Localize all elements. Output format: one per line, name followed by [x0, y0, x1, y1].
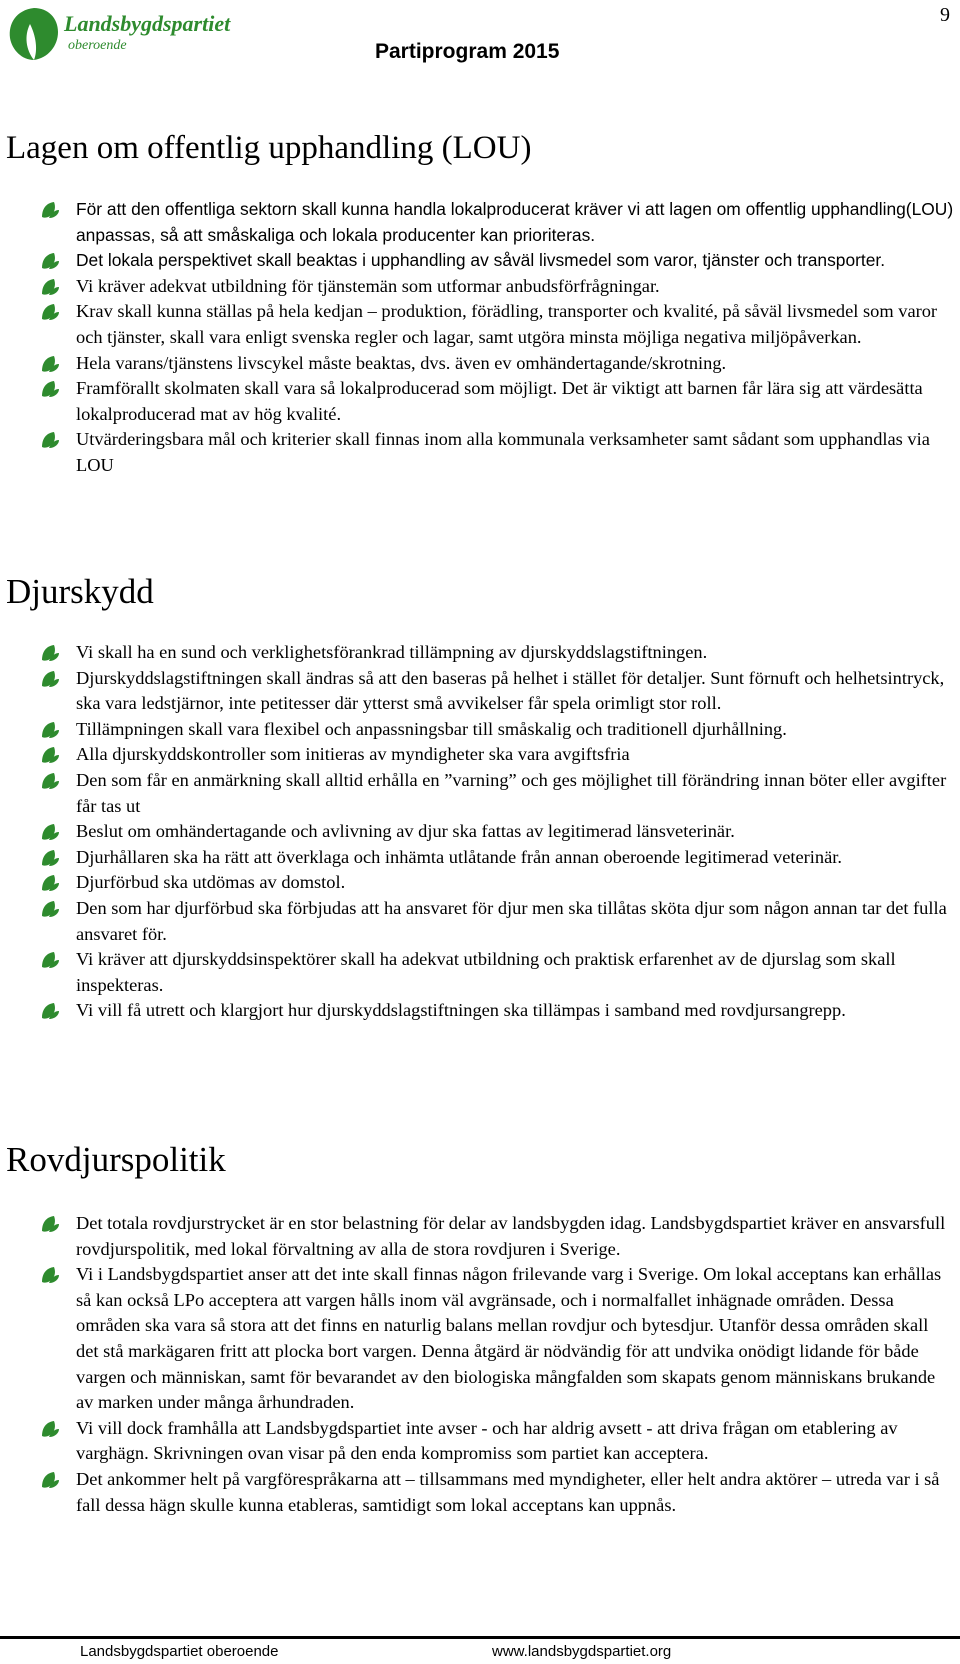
list-item: Framförallt skolmaten skall vara så lokalproducerad som möjligt. Det är viktigt att barnen får lära sig att värdesätta lokalproducerad mat av hög kvalité. — [40, 376, 955, 427]
list-item: Alla djurskyddskontroller som initieras av myndigheter ska vara avgiftsfria — [40, 742, 955, 768]
leaf-bullet-icon — [40, 1471, 60, 1489]
leaf-bullet-icon — [40, 772, 60, 790]
leaf-bullet-icon — [40, 252, 60, 270]
section-heading-djurskydd: Djurskydd — [6, 572, 154, 611]
list-item: Vi kräver adekvat utbildning för tjänstemän som utformar anbudsförfrågningar. — [40, 274, 955, 300]
list-item: Utvärderingsbara mål och kriterier skall finnas inom alla kommunala verksamheter samt sådant som upphandlas via LOU — [40, 427, 955, 478]
document-title: Partiprogram 2015 — [375, 40, 560, 63]
list-item: Djurförbud ska utdömas av domstol. — [40, 870, 955, 896]
leaf-bullet-icon — [40, 951, 60, 969]
leaf-bullet-icon — [40, 1002, 60, 1020]
list-item: Tillämpningen skall vara flexibel och anpassningsbar till småskalig och traditionell djurhållning. — [40, 717, 955, 743]
leaf-bullet-icon — [40, 874, 60, 892]
leaf-bullet-icon — [40, 1420, 60, 1438]
leaf-bullet-icon — [40, 721, 60, 739]
list-item: För att den offentliga sektorn skall kunna handla lokalproducerat kräver vi att lagen om offentlig upphandling(LOU) anpassas, så att småskaliga och lokala producenter kan prioriteras. — [40, 197, 955, 248]
list-item: Djurskyddslagstiftningen skall ändras så att den baseras på helhet i stället för detaljer. Sunt förnuft och helhetsintryck, ska vara ledstjärnor, inte petitesser där ytterst små avvikelser får spela orimligt stor roll. — [40, 666, 955, 717]
footer-organization: Landsbygdspartiet oberoende — [80, 1643, 279, 1660]
list-item: Vi vill få utrett och klargjort hur djurskyddslagstiftningen ska tillämpas i samband med rovdjursangrepp. — [40, 998, 955, 1024]
list-item: Det totala rovdjurstrycket är en stor belastning för delar av landsbygden idag. Landsbygdspartiet kräver en ansvarsfull rovdjurspolitik, med lokal förvaltning av alla de stora rovdjuren i Sverige. — [40, 1211, 955, 1262]
list-item: Krav skall kunna ställas på hela kedjan – produktion, förädling, transporter och kvalité, på såväl livsmedel som varor och tjänster, skall vara enligt svenska regler och lagar, samt utgöra minsta möjliga negativa miljöpåverkan. — [40, 299, 955, 350]
list-lou — [40, 197, 955, 479]
leaf-bullet-icon — [40, 303, 60, 321]
list-item: Det ankommer helt på vargförespråkarna att – tillsammans med myndigheter, eller helt andra aktörer – utreda var i så fall dessa hägn skulle kunna etableras, samtidigt som lokal acceptans kan uppnås. — [40, 1467, 955, 1518]
list-item: Hela varans/tjänstens livscykel måste beaktas, dvs. även ev omhändertagande/skrotning. — [40, 351, 955, 377]
logo-text: Landsbygdspartiet — [64, 11, 231, 36]
leaf-bullet-icon — [40, 1266, 60, 1284]
leaf-bullet-icon — [40, 1215, 60, 1233]
list-item: Den som får en anmärkning skall alltid erhålla en ”varning” och ges möjlighet till förändring innan böter eller avgifter får tas ut — [40, 768, 955, 819]
section-heading-rovdjurspolitik: Rovdjurspolitik — [6, 1140, 226, 1179]
list-item: Vi i Landsbygdspartiet anser att det inte skall finnas någon frilevande varg i Sverige. Om lokal acceptans kan erhållas så kan också LPo acceptera att vargen hålls inom väl avgränsade, och i normalfallet inhägnade områden. Dessa områden ska vara så stora att det finns en naturlig balans mellan rovdjur och bytesdjur. Utanför dessa områden skall det stå markägaren fritt att plocka bort vargen. Denna åtgärd är nödvändig för att undvika onödigt lidande för både vargen och människan, samt för bevarandet av den biologiska mångfalden som skapats genom människans brukande av marken under många århundraden. — [40, 1262, 955, 1416]
leaf-bullet-icon — [40, 900, 60, 918]
leaf-bullet-icon — [40, 746, 60, 764]
leaf-bullet-icon — [40, 380, 60, 398]
logo-subtext: oberoende — [68, 38, 127, 53]
page-footer — [0, 1636, 960, 1664]
list-rovdjurspolitik — [40, 1211, 955, 1518]
list-item: Vi kräver att djurskyddsinspektörer skall ha adekvat utbildning och praktisk erfarenhet av de djurslag som skall inspekteras. — [40, 947, 955, 998]
leaf-bullet-icon — [40, 201, 60, 219]
footer-website: www.landsbygdspartiet.org — [492, 1643, 672, 1660]
leaf-bullet-icon — [40, 849, 60, 867]
leaf-bullet-icon — [40, 644, 60, 662]
list-item: Vi vill dock framhålla att Landsbygdspartiet inte avser - och har aldrig avsett - att driva frågan om etablering av varghägn. Skrivningen ovan visar på den enda kompromiss som partiet kan acceptera. — [40, 1416, 955, 1467]
list-item: Det lokala perspektivet skall beaktas i upphandling av såväl livsmedel som varor, tjänster och transporter. — [40, 248, 955, 274]
leaf-bullet-icon — [40, 670, 60, 688]
list-djurskydd — [40, 640, 955, 1024]
leaf-bullet-icon — [40, 431, 60, 449]
list-item: Vi skall ha en sund och verklighetsförankrad tillämpning av djurskyddslagstiftningen. — [40, 640, 955, 666]
leaf-bullet-icon — [40, 278, 60, 296]
section-heading-lou: Lagen om offentlig upphandling (LOU) — [6, 130, 532, 166]
leaf-bullet-icon — [40, 355, 60, 373]
list-item: Den som har djurförbud ska förbjudas att ha ansvaret för djur men ska tillåtas sköta djur som någon annan tar det fulla ansvaret för. — [40, 896, 955, 947]
page-header — [0, 0, 960, 80]
list-item: Beslut om omhändertagande och avlivning av djur ska fattas av legitimerad länsveterinär. — [40, 819, 955, 845]
leaf-bullet-icon — [40, 823, 60, 841]
leaf-logo-icon — [6, 6, 62, 62]
list-item: Djurhållaren ska ha rätt att överklaga och inhämta utlåtande från annan oberoende legitimerad veterinär. — [40, 845, 955, 871]
logo — [6, 6, 231, 62]
page-number: 9 — [940, 4, 950, 26]
